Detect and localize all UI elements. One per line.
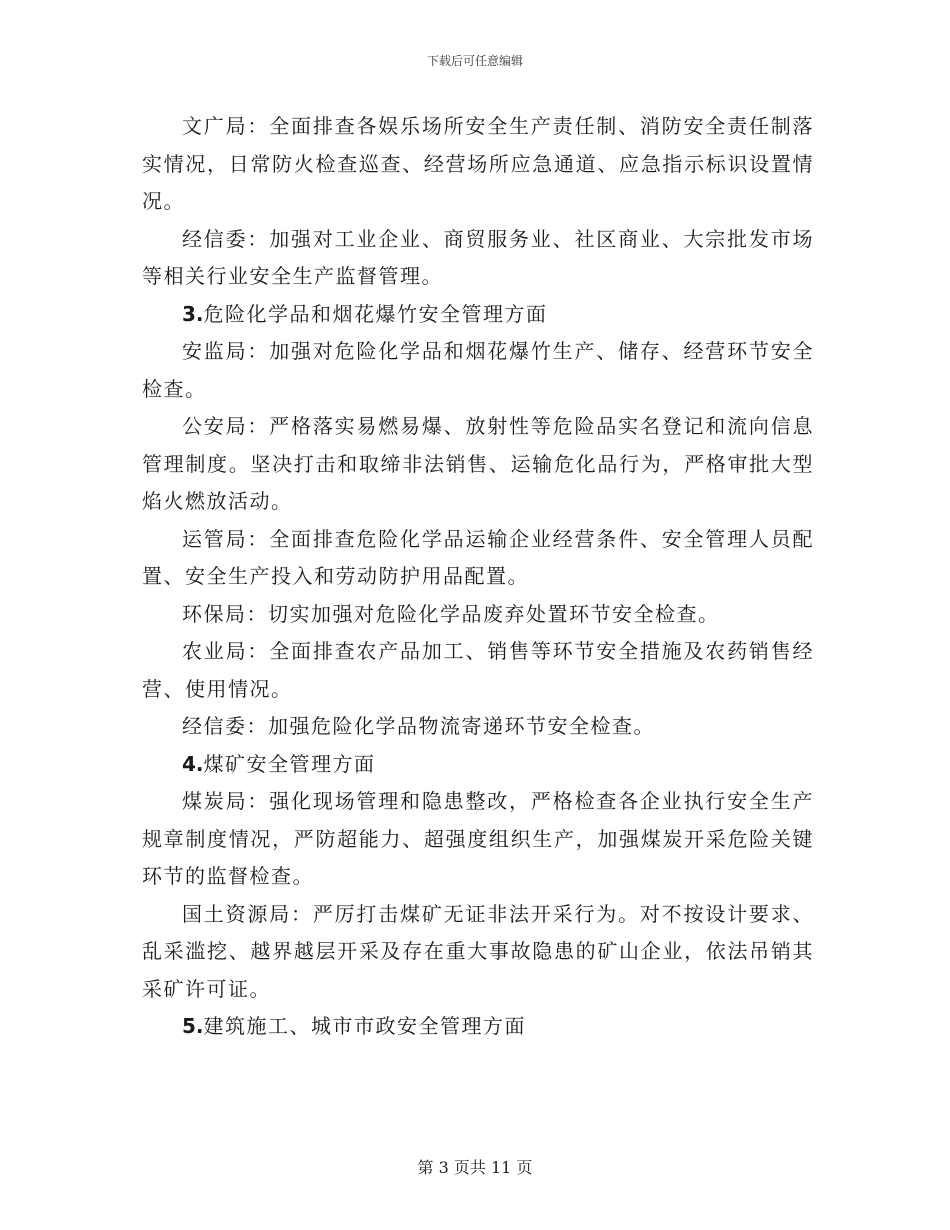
section-heading	[142, 296, 814, 334]
paragraph: 安监局：加强对危险化学品和烟花爆竹生产、储存、经营环节安全检查。	[142, 339, 814, 401]
page-header: 下载后可任意编辑	[426, 54, 523, 68]
paragraph: 运管局：全面排查危险化学品运输企业经营条件、安全管理人员配置、安全生产投入和劳动防护用品配置。	[142, 526, 814, 588]
paragraph: 文广局：全面排查各娱乐场所安全生产责任制、消防安全责任制落实情况，日常防火检查巡查、经营场所应急通道、应急指示标识设置情况。	[142, 114, 814, 213]
section-title: 煤矿安全管理方面	[203, 751, 376, 776]
paragraph: 环保局：切实加强对危险化学品废弃处置环节安全检查。	[182, 601, 720, 626]
paragraph: 煤炭局：强化现场管理和隐患整改，严格检查各企业执行安全生产规章制度情况，严防超能力、超强度组织生产，加强煤炭开采危险关键环节的监督检查。	[142, 789, 814, 888]
section-number: 3.	[182, 301, 204, 326]
section-title: 危险化学品和烟花爆竹安全管理方面	[203, 301, 548, 326]
section-number: 5.	[182, 1014, 204, 1038]
page-footer: 第 3 页共 11 页	[417, 1158, 533, 1177]
paragraph: 经信委：加强危险化学品物流寄递环节安全检查。	[182, 714, 655, 738]
section-title: 建筑施工、城市市政安全管理方面	[203, 1014, 527, 1038]
paragraph: 经信委：加强对工业企业、商贸服务业、社区商业、大宗批发市场等相关行业安全生产监督管理。	[142, 226, 814, 288]
section-number: 4.	[182, 751, 204, 776]
section-heading	[142, 1008, 814, 1046]
section-heading	[142, 746, 814, 784]
paragraph: 农业局：全面排查农产品加工、销售等环节安全措施及农药销售经营、使用情况。	[142, 639, 814, 701]
document-body	[142, 108, 814, 1046]
paragraph: 公安局：严格落实易燃易爆、放射性等危险品实名登记和流向信息管理制度。坚决打击和取缔非法销售、运输危化品行为，严格审批大型焰火燃放活动。	[142, 414, 814, 513]
paragraph: 国土资源局：严厉打击煤矿无证非法开采行为。对不按设计要求、乱采滥挖、越界越层开采及存在重大事故隐患的矿山企业，依法吊销其采矿许可证。	[142, 901, 814, 1001]
